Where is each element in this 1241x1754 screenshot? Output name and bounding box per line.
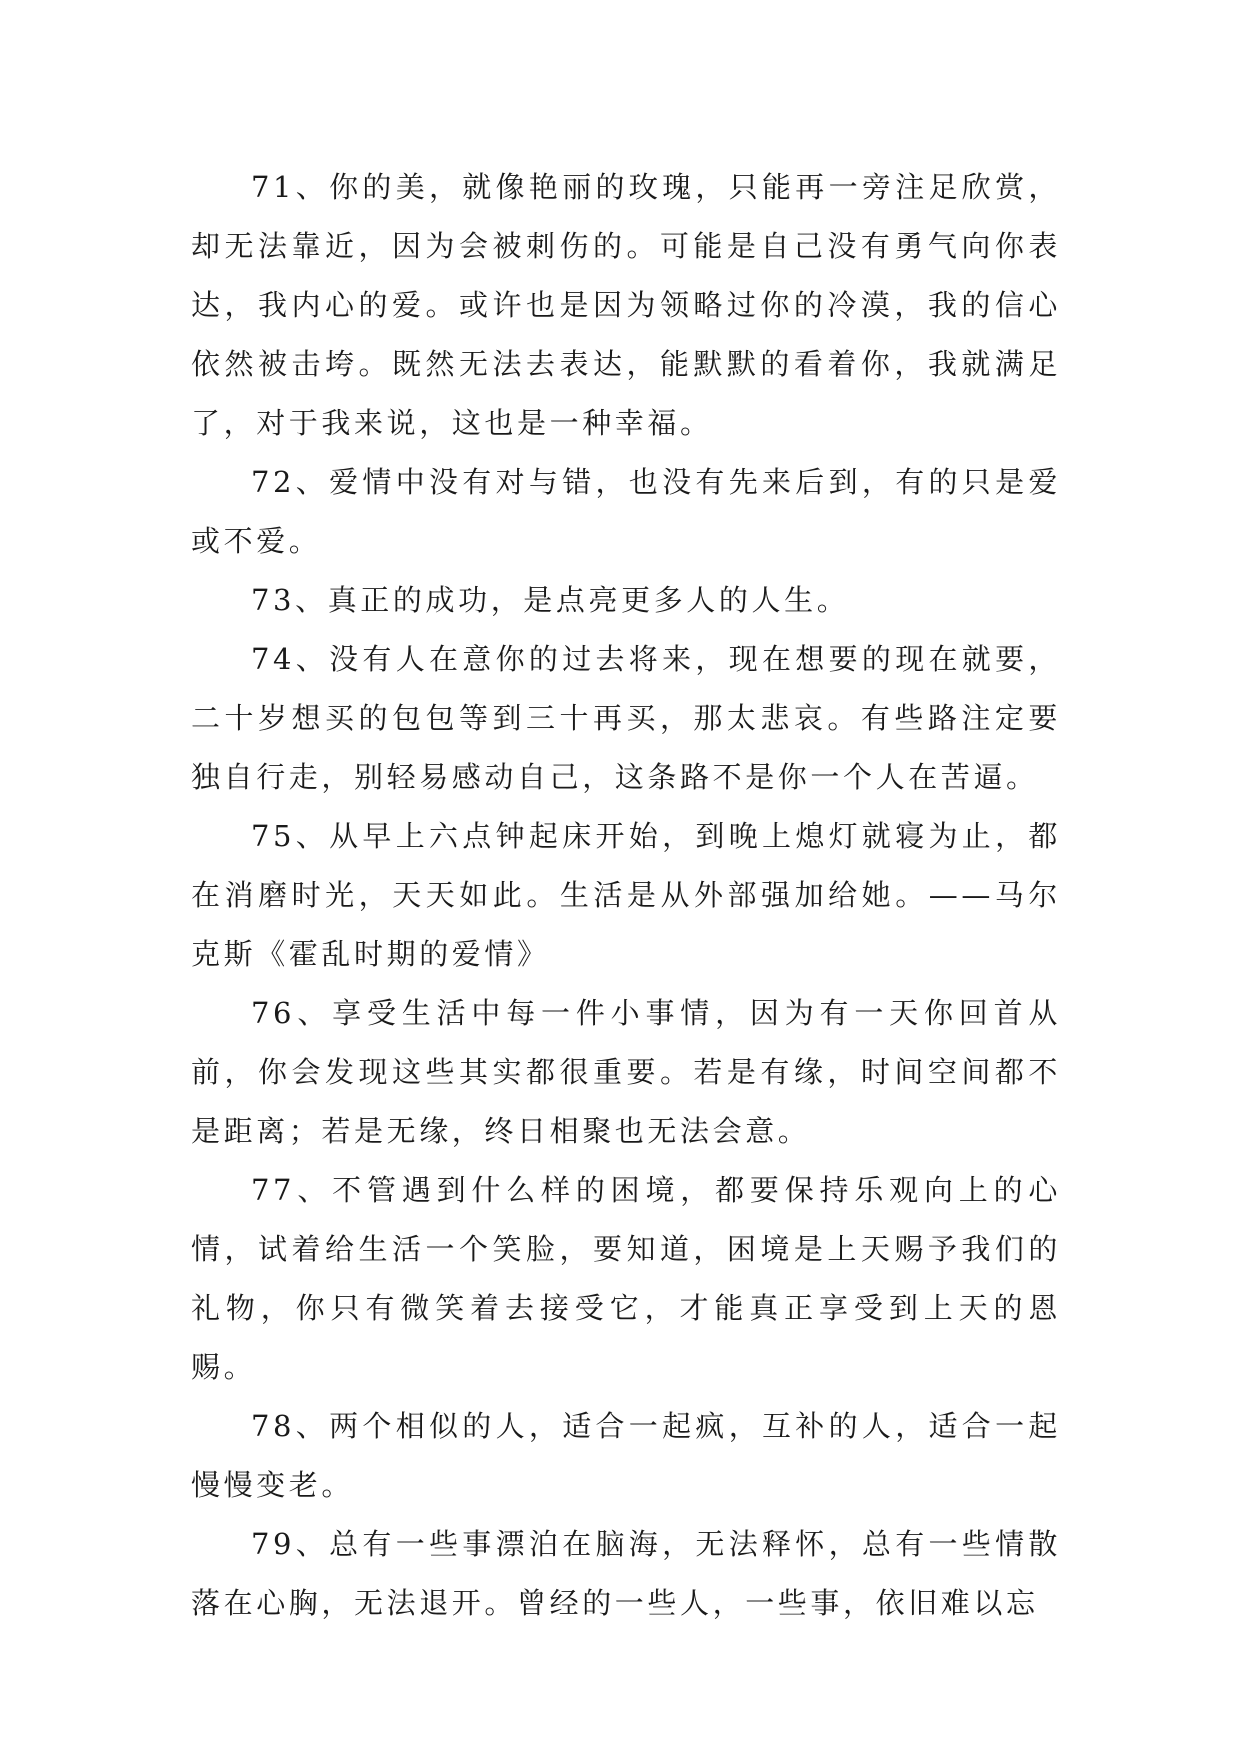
- paragraph-72: 72、爱情中没有对与错，也没有先来后到，有的只是爱或不爱。: [191, 465, 1061, 558]
- paragraph-75: 75、从早上六点钟起床开始，到晚上熄灯就寝为止，都在消磨时光，天天如此。生活是从外部强加给她。——马尔克斯《霍乱时期的爱情》: [191, 819, 1061, 971]
- paragraph-74: 74、没有人在意你的过去将来，现在想要的现在就要，二十岁想买的包包等到三十再买，那太悲哀。有些路注定要独自行走，别轻易感动自己，这条路不是你一个人在苦逼。: [191, 642, 1061, 794]
- paragraph-78: 78、两个相似的人，适合一起疯，互补的人，适合一起慢慢变老。: [191, 1409, 1061, 1502]
- document-body: [191, 158, 1061, 1633]
- paragraph-73: 73、真正的成功，是点亮更多人的人生。: [251, 583, 850, 617]
- paragraph-76: 76、享受生活中每一件小事情，因为有一天你回首从前，你会发现这些其实都很重要。若是有缘，时间空间都不是距离；若是无缘，终日相聚也无法会意。: [191, 996, 1061, 1148]
- paragraph-79: 79、总有一些事漂泊在脑海，无法释怀，总有一些情散落在心胸，无法退开。曾经的一些人，一些事，依旧难以忘: [191, 1527, 1061, 1620]
- paragraph-71: 71、你的美，就像艳丽的玫瑰，只能再一旁注足欣赏，却无法靠近，因为会被刺伤的。可能是自己没有勇气向你表达，我内心的爱。或许也是因为领略过你的冷漠，我的信心依然被击垮。既然无法去表达，能默默的看着你，我就满足了，对于我来说，这也是一种幸福。: [191, 170, 1061, 440]
- paragraph-77: 77、不管遇到什么样的困境，都要保持乐观向上的心情，试着给生活一个笑脸，要知道，困境是上天赐予我们的礼物，你只有微笑着去接受它，才能真正享受到上天的恩赐。: [191, 1173, 1061, 1384]
